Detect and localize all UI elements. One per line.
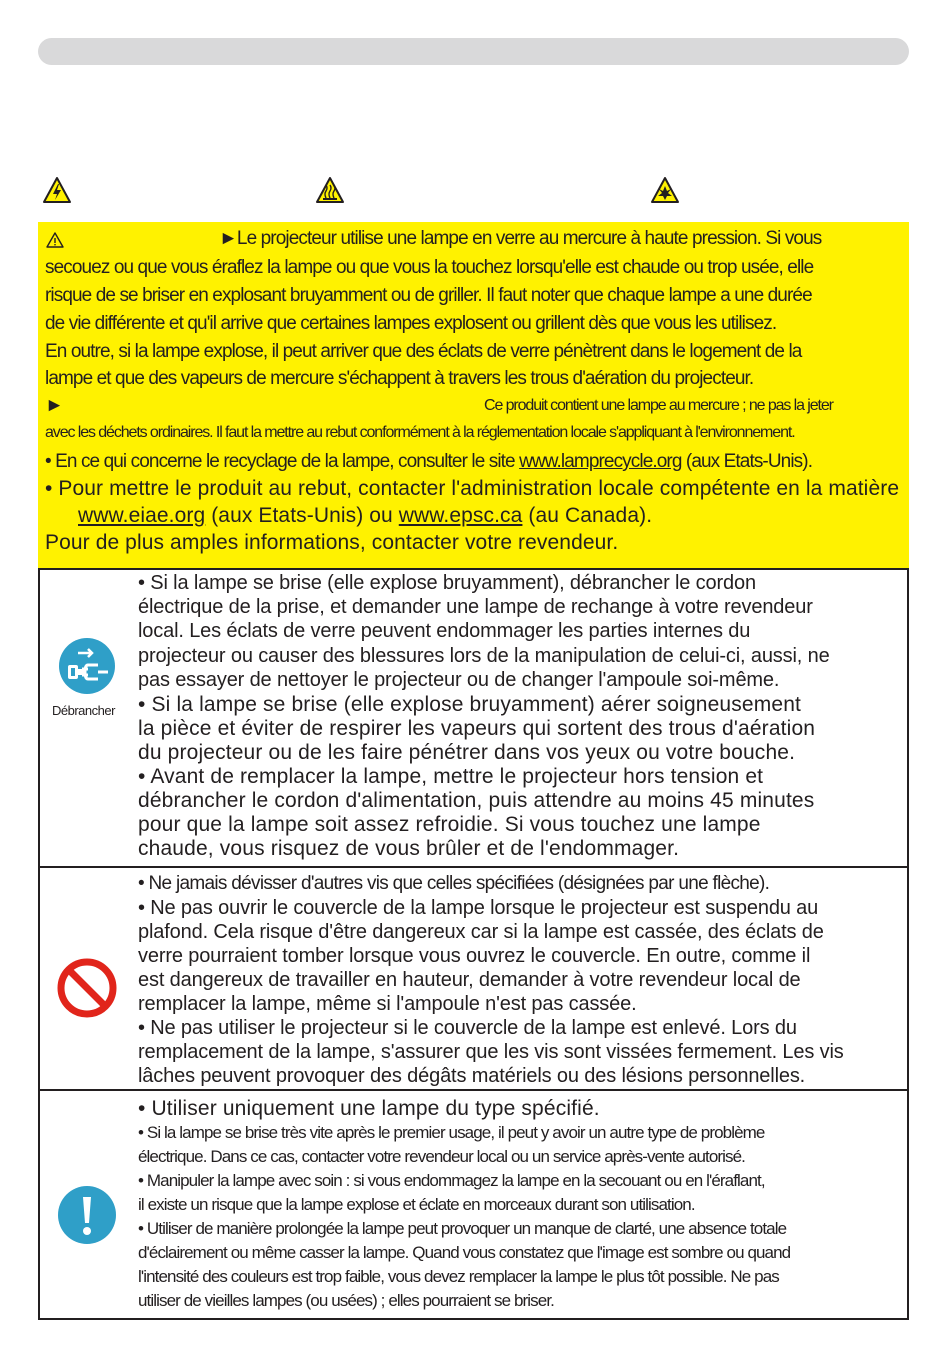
electric-shock-warning-icon — [42, 176, 72, 204]
prohibited-line: • Ne jamais dévisser d'autres vis que celles spécifiées (désignées par une flèche). — [138, 873, 770, 894]
dispose-links-line — [78, 504, 652, 528]
warning-line-4: de vie différente et qu'il arrive que certaines lampes explosent ou grillent dès que vous les utilisez. — [45, 313, 777, 334]
unplug-line: local. Les éclats de verre peuvent endommager les parties internes du — [138, 620, 751, 642]
mandatory-line: • Manipuler la lampe avec soin : si vous endommagez la lampe en la secouant ou en l'éraflant, — [138, 1171, 765, 1190]
mandatory-line: d'éclairement ou même casser la lampe. Quand vous constatez que l'image est sombre ou quand — [138, 1243, 791, 1262]
mandatory-line-1: • Utiliser uniquement une lampe du type spécifié. — [138, 1097, 600, 1120]
dispose-line: • Pour mettre le produit au rebut, contacter l'administration locale compétente en la matière — [45, 477, 900, 500]
recycle-prefix: • En ce qui concerne le recyclage de la lampe, consulter le site — [45, 451, 520, 472]
unplug-line: • Avant de remplacer la lampe, mettre le projecteur hors tension et — [138, 765, 764, 788]
prohibited-line: verre pourraient tomber lorsque vous ouvrez le couvercle. En outre, comme il — [138, 945, 811, 967]
warning-line-6: lampe et que des vapeurs de mercure s'échappent à travers les trous d'aération du projecteur. — [45, 368, 754, 389]
header-bar — [38, 38, 909, 65]
table-bottom-border — [38, 1318, 909, 1320]
explosion-warning-icon — [650, 176, 680, 204]
lamprecycle-link[interactable]: www.lamprecycle.org — [519, 451, 682, 472]
mandatory-line: il existe un risque que la lampe explose et éclate en morceaux durant son utilisation. — [138, 1195, 695, 1214]
recycle-suffix: (aux Etats-Unis). — [681, 451, 813, 472]
unplug-line: pour que la lampe soit assez refroidie. Si vous touchez une lampe — [138, 813, 761, 836]
unplug-line: débrancher le cordon d'alimentation, puis attendre au moins 45 minutes — [138, 789, 815, 812]
unplug-line: électrique de la prise, et demander une lampe de rechange à votre revendeur — [138, 596, 813, 618]
unplug-line: chaude, vous risquez de vous brûler et de l'endommager. — [138, 837, 680, 860]
prohibited-line: remplacer la lampe, même si l'ampoule n'est pas cassée. — [138, 993, 637, 1015]
prohibited-line: remplacement de la lampe, s'assurer que les vis sont vissées fermement. Les vis — [138, 1041, 844, 1063]
mandatory-line: utiliser de vieilles lampes (ou usées) ; elles pourraient se briser. — [138, 1291, 554, 1310]
mandatory-line: électrique. Dans ce cas, contacter votre revendeur local ou un service après-vente autorisé. — [138, 1147, 746, 1166]
unplug-icon — [58, 637, 116, 695]
hot-surface-warning-icon — [315, 176, 345, 204]
unplug-line: projecteur ou causer des blessures lors de la manipulation de celui-ci, aussi, ne — [138, 645, 830, 667]
table-divider-1 — [38, 866, 909, 868]
table-right-border — [907, 568, 909, 1320]
unplug-line: pas essayer de nettoyer le projecteur ou de changer l'ampoule soi-même. — [138, 669, 780, 691]
unplug-line: • Si la lampe se brise (elle explose bruyamment) aérer soigneusement — [138, 693, 802, 716]
recycle-line — [45, 451, 812, 473]
table-left-border — [38, 568, 40, 1320]
warning-line-5: En outre, si la lampe explose, il peut arriver que des éclats de verre pénètrent dans le logement de la — [45, 341, 802, 362]
warning-icon — [45, 231, 65, 249]
warning-line-1: ►Le projecteur utilise une lampe en verre au mercure à haute pression. Si vous — [219, 228, 822, 249]
warning-line-8: avec les déchets ordinaires. Il faut la mettre au rebut conformément à la réglementation locale s'appliquant à l'environnement. — [45, 424, 795, 441]
unplug-line: • Si la lampe se brise (elle explose bruyamment), débrancher le cordon — [138, 572, 756, 594]
table-top-border — [38, 568, 909, 570]
prohibited-line: • Ne pas utiliser le projecteur si le couvercle de la lampe est enlevé. Lors du — [138, 1017, 797, 1039]
eiae-mid: (aux Etats-Unis) ou — [205, 504, 399, 527]
mandatory-line: • Utiliser de manière prolongée la lampe peut provoquer un manque de clarté, une absence totale — [138, 1219, 787, 1238]
unplug-label: Débrancher — [52, 703, 115, 718]
epsc-link[interactable]: www.epsc.ca — [398, 504, 523, 527]
unplug-line: du projecteur ou de les faire pénétrer dans vos yeux ou votre bouche. — [138, 741, 796, 764]
warning-line-2: secouez ou que vous éraflez la lampe ou que vous la touchez lorsqu'elle est chaude ou trop usée, elle — [45, 257, 814, 278]
warning-line-7: Ce produit contient une lampe au mercure ; ne pas la jeter — [484, 397, 833, 414]
epsc-suffix: (au Canada). — [522, 504, 653, 527]
unplug-line: la pièce et éviter de respirer les vapeurs qui sortent des trous d'aération — [138, 717, 816, 740]
prohibited-line: plafond. Cela risque d'être dangereux car si la lampe est cassée, des éclats de — [138, 921, 824, 943]
prohibited-icon — [56, 957, 118, 1019]
prohibited-line: lâches peuvent provoquer des dégâts matériels ou des lésions personnelles. — [138, 1065, 806, 1087]
mandatory-line: l'intensité des couleurs est trop faible, vous devez remplacer la lampe le plus tôt possible. Ne pas — [138, 1267, 779, 1286]
prohibited-line: est dangereux de travailler en hauteur, demander à votre revendeur local de — [138, 969, 801, 991]
prohibited-line: • Ne pas ouvrir le couvercle de la lampe lorsque le projecteur est suspendu au — [138, 897, 819, 919]
warning-arrow: ► — [45, 395, 63, 416]
more-info-line: Pour de plus amples informations, contacter votre revendeur. — [45, 531, 619, 554]
eiae-link[interactable]: www.eiae.org — [78, 504, 206, 527]
warning-line-3: risque de se briser en explosant bruyamment ou de griller. Il faut noter que chaque lampe a une durée — [45, 285, 812, 306]
exclamation-mandatory-icon — [57, 1185, 117, 1245]
mandatory-line: • Si la lampe se brise très vite après le premier usage, il peut y avoir un autre type de problème — [138, 1123, 765, 1142]
table-divider-2 — [38, 1089, 909, 1091]
